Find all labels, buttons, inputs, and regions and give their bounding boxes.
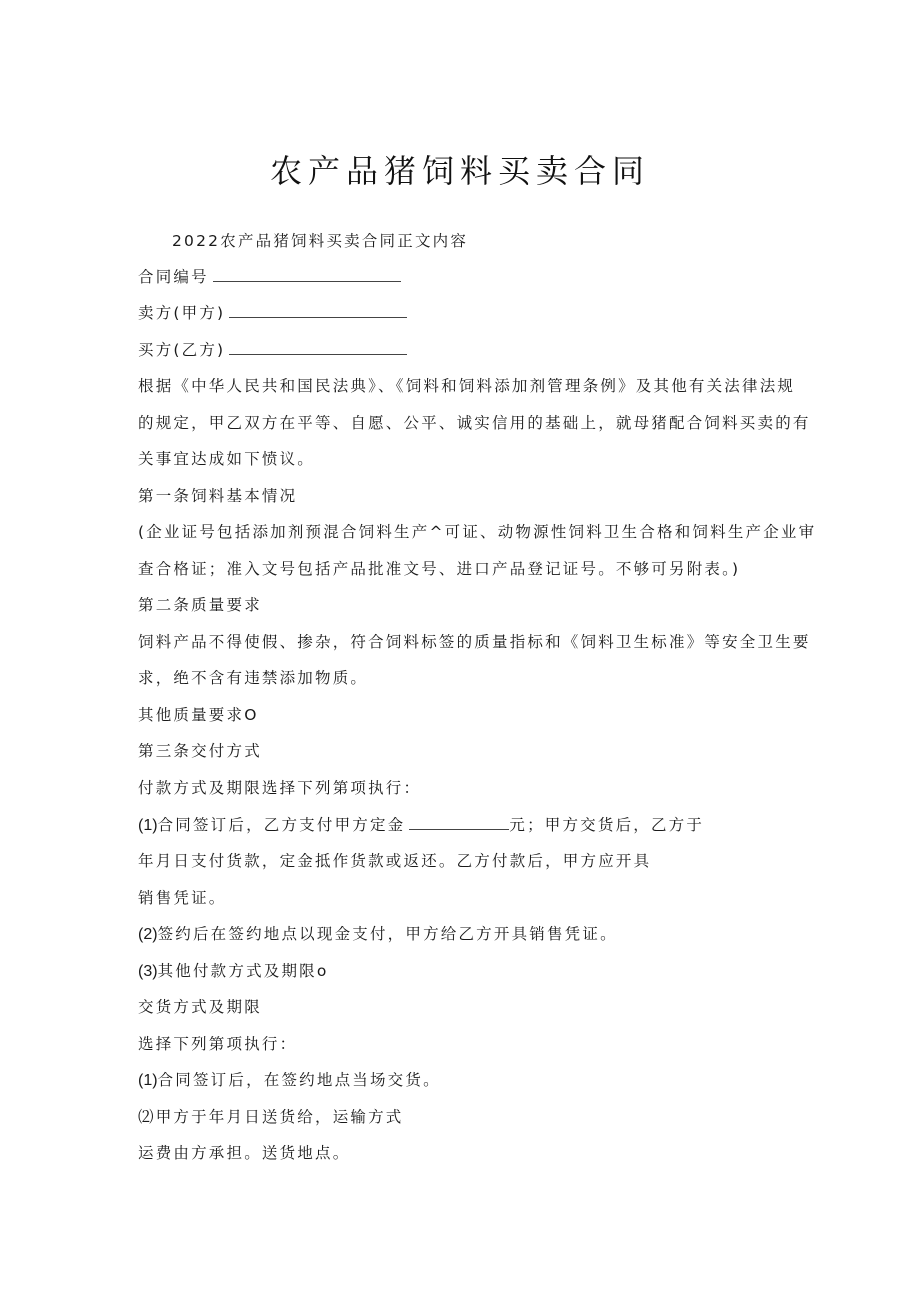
payment-option-1 xyxy=(138,815,704,836)
article1-note-line2: 查合格证；准入文号包括产品批准文号、进口产品登记证号。不够可另附表。) xyxy=(138,560,741,578)
delivery-title: 交货方式及期限 xyxy=(138,998,262,1016)
payment-option-3-text: 其他付款方式及期限o xyxy=(157,962,329,980)
delivery-option-1-text: 合同签订后，在签约地点当场交货。 xyxy=(157,1071,441,1089)
delivery-option-2-line2: 运费由方承担。送货地点。 xyxy=(138,1144,351,1162)
payment-option-2-text: 签约后在签约地点以现金支付，甲方给乙方开具销售凭证。 xyxy=(157,925,618,943)
seller-blank xyxy=(229,303,407,318)
payment-option-1-number: (1) xyxy=(138,817,158,834)
contract-no-label: 合同编号 xyxy=(138,268,209,286)
para1-line1: 根据《中华人民共和国民法典》、《饲料和饲料添加剂管理条例》及其他有关法律法规 xyxy=(138,377,796,395)
delivery-option-1 xyxy=(138,1070,441,1091)
payment-option-3-number: (3) xyxy=(138,963,158,980)
delivery-intro: 选择下列第项执行： xyxy=(138,1035,298,1053)
article3-title: 第三条交付方式 xyxy=(138,742,262,760)
payment-option-1-line3: 销售凭证。 xyxy=(138,889,227,907)
seller-row xyxy=(138,303,407,323)
payment-option-1-text-b: 元；甲方交货后，乙方于 xyxy=(509,816,705,834)
payment-option-3 xyxy=(138,961,329,982)
document-title: 农产品猪饲料买卖合同 xyxy=(269,152,650,190)
buyer-label: 买方(乙方) xyxy=(138,341,226,359)
payment-option-1-text-a: 合同签订后，乙方支付甲方定金 xyxy=(157,816,406,834)
article2-line2: 求，绝不含有违禁添加物质。 xyxy=(138,669,369,687)
contract-no-row xyxy=(138,267,401,287)
article2-title: 第二条质量要求 xyxy=(138,596,262,614)
payment-option-2 xyxy=(138,924,618,945)
subtitle: 2022农产品猪饲料买卖合同正文内容 xyxy=(172,232,469,250)
buyer-blank xyxy=(229,340,407,355)
seller-label: 卖方(甲方) xyxy=(138,304,226,322)
buyer-row xyxy=(138,340,407,360)
para1-line2: 的规定，甲乙双方在平等、自愿、公平、诚实信用的基础上，就母猪配合饲料买卖的有 xyxy=(138,414,811,432)
para1-line3: 关事宜达成如下愤议。 xyxy=(138,450,316,468)
delivery-option-2: ⑵甲方于年月日送货给，运输方式 xyxy=(138,1108,404,1126)
payment-intro: 付款方式及期限选择下列第项执行： xyxy=(138,779,422,797)
delivery-option-1-number: (1) xyxy=(138,1072,158,1089)
payment-option-1-line2: 年月日支付货款，定金抵作货款或返还。乙方付款后，甲方应开具 xyxy=(138,852,652,870)
payment-option-2-number: (2) xyxy=(138,926,158,943)
article2-other: 其他质量要求O xyxy=(138,706,259,724)
article1-note-line1: (企业证号包括添加剂预混合饲料生产^可证、动物源性饲料卫生合格和饲料生产企业审 xyxy=(138,523,817,541)
deposit-blank xyxy=(409,815,509,830)
article1-title: 第一条饲料基本情况 xyxy=(138,487,298,505)
contract-no-blank xyxy=(213,267,401,282)
article2-line1: 饲料产品不得使假、掺杂，符合饲料标签的质量指标和《饲料卫生标准》等安全卫生要 xyxy=(138,633,811,651)
